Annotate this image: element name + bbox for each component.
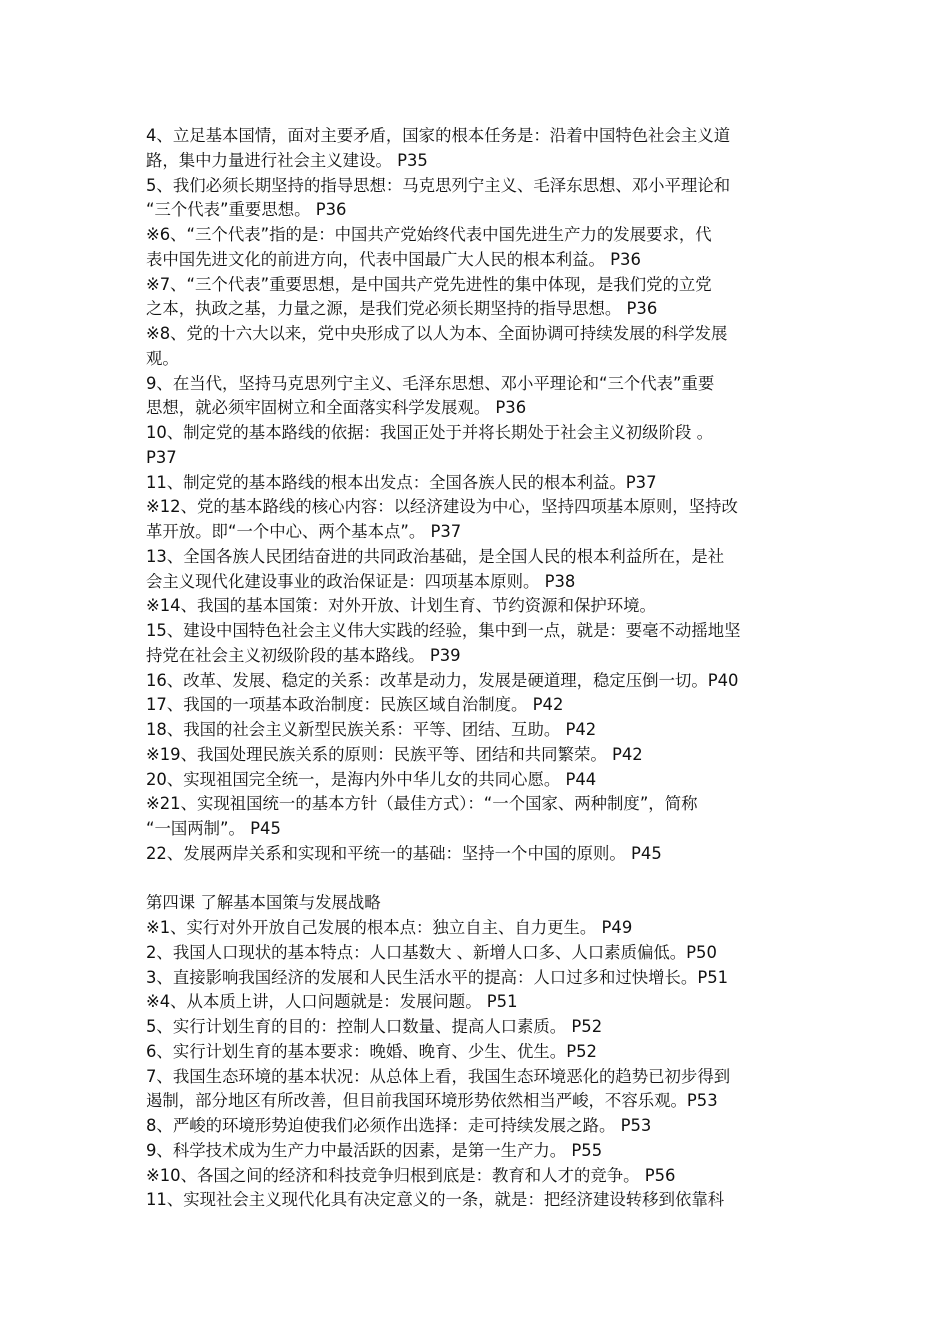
text-line: ※12、党的基本路线的核心内容：以经济建设为中心，坚持四项基本原则，坚持改 bbox=[146, 497, 738, 517]
text-line: ※6、“三个代表”指的是：中国共产党始终代表中国先进生产力的发展要求，代 bbox=[146, 225, 712, 244]
text-line: ※4、从本质上讲，人口问题就是：发展问题。 P51 bbox=[146, 992, 518, 1012]
text-line: 表中国先进文化的前进方向，代表中国最广大人民的根本利益。 P36 bbox=[146, 249, 641, 269]
text-line: 15、建设中国特色社会主义伟大实践的经验，集中到一点，就是：要毫不动摇地坚 bbox=[146, 621, 741, 640]
text-line: 18、我国的社会主义新型民族关系：平等、团结、互助。 P42 bbox=[146, 720, 597, 739]
text-line: 8、严峻的环境形势迫使我们必须作出选择：走可持续发展之路。 P53 bbox=[146, 1116, 652, 1135]
section-three-list bbox=[146, 124, 810, 867]
text-line: 7、我国生态环境的基本状况：从总体上看，我国生态环境恶化的趋势已初步得到 bbox=[146, 1066, 731, 1086]
text-line: 6、实行计划生育的基本要求：晚婚、晚育、少生、优生。P52 bbox=[146, 1041, 597, 1061]
text-line: 5、实行计划生育的目的：控制人口数量、提高人口素质。 P52 bbox=[146, 1017, 603, 1036]
text-line: 遏制，部分地区有所改善，但目前我国环境形势依然相当严峻，不容乐观。P53 bbox=[146, 1091, 718, 1111]
section-heading: 第四课 了解基本国策与发展战略 bbox=[146, 893, 381, 913]
text-line: ※8、党的十六大以来，党中央形成了以人为本、全面协调可持续发展的科学发展 bbox=[146, 324, 728, 343]
text-line: 22、发展两岸关系和实现和平统一的基础：坚持一个中国的原则。 P45 bbox=[146, 843, 662, 863]
text-line: ※19、我国处理民族关系的原则：民族平等、团结和共同繁荣。 P42 bbox=[146, 744, 643, 764]
paragraph-gap bbox=[146, 867, 810, 892]
text-line: 5、我们必须长期坚持的指导思想：马克思列宁主义、毛泽东思想、邓小平理论和 bbox=[146, 175, 731, 195]
text-line: 思想，就必须牢固树立和全面落实科学发展观。 P36 bbox=[146, 398, 527, 418]
text-line: 13、全国各族人民团结奋进的共同政治基础，是全国人民的根本利益所在，是社 bbox=[146, 546, 725, 566]
text-line: “一国两制”。 P45 bbox=[146, 819, 281, 838]
text-line: 9、在当代，坚持马克思列宁主义、毛泽东思想、邓小平理论和“三个代表”重要 bbox=[146, 373, 715, 393]
text-line: ※21、实现祖国统一的基本方针（最佳方式）：“一个国家、两种制度”，简称 bbox=[146, 794, 698, 814]
text-line: 11、实现社会主义现代化具有决定意义的一条，就是：把经济建设转移到依靠科 bbox=[146, 1190, 725, 1210]
text-line: 2、我国人口现状的基本特点：人口基数大 、新增人口多、人口素质偏低。P50 bbox=[146, 942, 717, 962]
text-line: ※14、我国的基本国策：对外开放、计划生育、节约资源和保护环境。 bbox=[146, 596, 656, 616]
text-line: 4、立足基本国情，面对主要矛盾，国家的根本任务是：沿着中国特色社会主义道 bbox=[146, 126, 731, 145]
text-line: 3、直接影响我国经济的发展和人民生活水平的提高：人口过多和过快增长。P51 bbox=[146, 967, 729, 987]
section-four-list bbox=[146, 916, 810, 1213]
text-line: 路，集中力量进行社会主义建设。 P35 bbox=[146, 150, 428, 170]
text-line: 会主义现代化建设事业的政治保证是：四项基本原则。 P38 bbox=[146, 571, 576, 591]
text-line: “三个代表”重要思想。 P36 bbox=[146, 200, 347, 220]
text-line: 9、科学技术成为生产力中最活跃的因素，是第一生产力。 P55 bbox=[146, 1140, 603, 1160]
text-line: ※10、各国之间的经济和科技竞争归根到底是：教育和人才的竞争。 P56 bbox=[146, 1165, 676, 1185]
document-page bbox=[146, 124, 810, 1213]
text-line: P37 bbox=[146, 447, 177, 467]
text-line: 11、制定党的基本路线的根本出发点：全国各族人民的根本利益。P37 bbox=[146, 472, 657, 492]
text-line: 观。 bbox=[146, 348, 179, 368]
text-line: 17、我国的一项基本政治制度：民族区域自治制度。 P42 bbox=[146, 695, 564, 715]
text-line: 持党在社会主义初级阶段的基本路线。 P39 bbox=[146, 645, 461, 665]
text-line: 16、改革、发展、稳定的关系：改革是动力，发展是硬道理，稳定压倒一切。P40 bbox=[146, 670, 739, 690]
text-line: ※7、“三个代表”重要思想，是中国共产党先进性的集中体现，是我们党的立党 bbox=[146, 274, 712, 294]
text-line: 10、制定党的基本路线的依据：我国正处于并将长期处于社会主义初级阶段 。 bbox=[146, 423, 713, 442]
text-line: 革开放。即“一个中心、两个基本点”。 P37 bbox=[146, 522, 462, 541]
text-line: ※1、实行对外开放自己发展的根本点：独立自主、自力更生。 P49 bbox=[146, 918, 633, 937]
text-line: 20、实现祖国完全统一，是海内外中华儿女的共同心愿。 P44 bbox=[146, 769, 597, 789]
text-line: 之本，执政之基，力量之源，是我们党必须长期坚持的指导思想。 P36 bbox=[146, 299, 658, 319]
